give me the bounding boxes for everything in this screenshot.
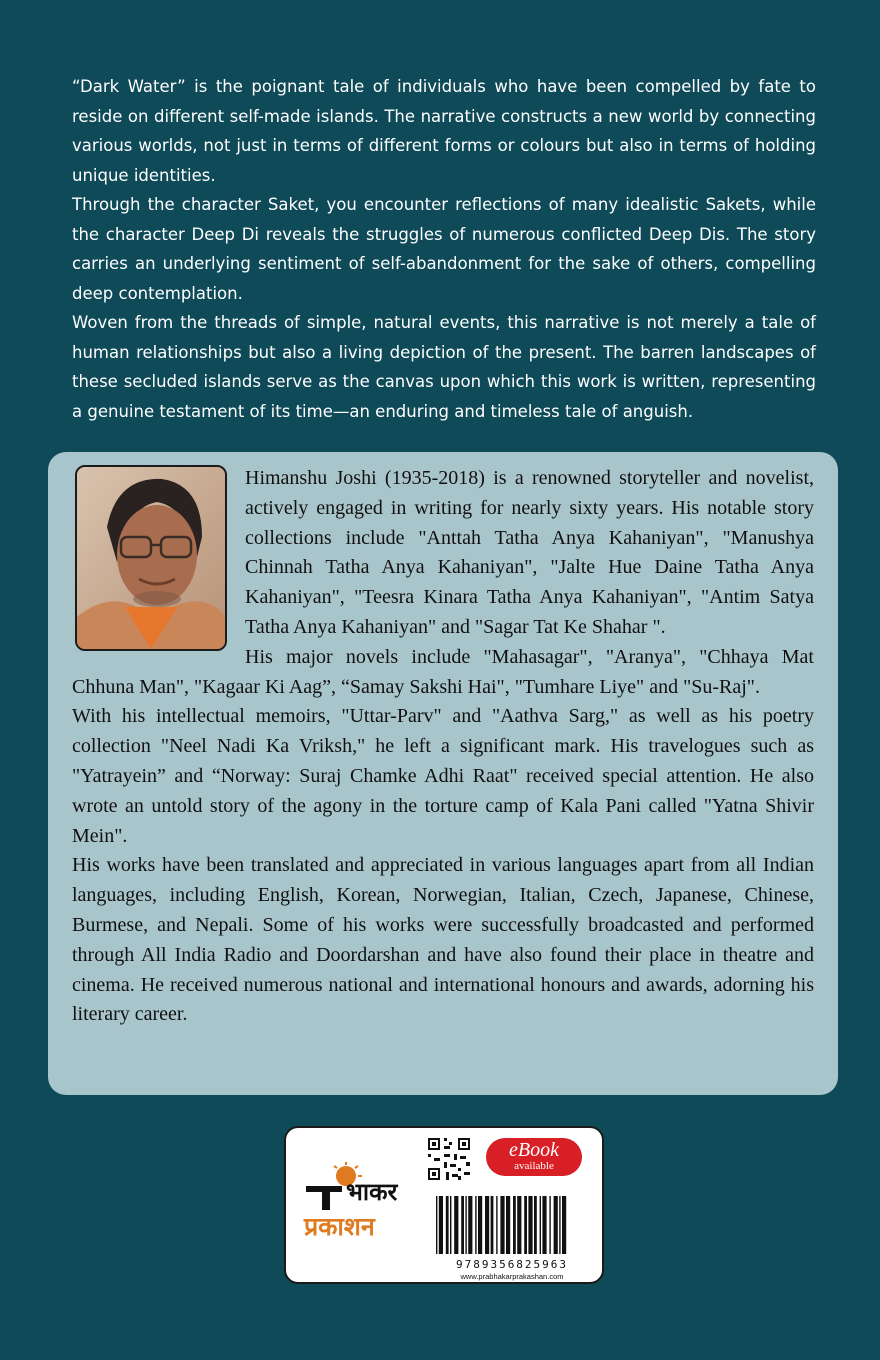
isbn-number: 9789356825963 — [455, 1258, 569, 1271]
barcode-bar — [542, 1196, 546, 1254]
barcode-bar — [562, 1196, 566, 1254]
barcode-bar — [439, 1196, 443, 1254]
barcode-bar — [475, 1196, 476, 1254]
barcode-bar — [454, 1196, 458, 1254]
ebook-subtitle: available — [514, 1160, 554, 1172]
barcode-bar — [500, 1196, 504, 1254]
author-bio-paragraph: His works have been translated and appreciated in various languages apart from all Indian languages, including English, Korean, Norwegian, Italian, Czech, Japanese, Chinese, Burmese, and Nepali. Some of his works were successfully broadcasted and performed through All India Radio and Doordarshan and have also found their place in theatre and cinema. He received numerous national and international honours and awards, adorning his literary career. — [72, 854, 814, 1026]
isbn-barcode — [432, 1196, 592, 1280]
barcode-bar — [549, 1196, 550, 1254]
ebook-badge — [486, 1138, 582, 1176]
barcode-bar — [446, 1196, 449, 1254]
publisher-panel — [284, 1126, 604, 1284]
author-bio-paragraph: His major novels include "Mahasagar", "Aranya", "Chhaya Mat Chhuna Man", "Kagaar Ki Aag”, “Samay Sakshi Hai", "Tumhare Liye" and "Su-Raj". — [72, 645, 814, 698]
author-bio-panel — [48, 452, 838, 1095]
barcode-bar — [485, 1196, 489, 1254]
barcode-bar — [534, 1196, 537, 1254]
barcode-bar — [506, 1196, 510, 1254]
barcode-bars — [432, 1196, 592, 1256]
barcode-bar — [540, 1196, 541, 1254]
back-cover-blurb — [72, 72, 816, 426]
author-bio-paragraph: With his intellectual memoirs, "Uttar-Parv" and "Aathva Sarg," as well as his poetry collection "Neel Nadi Ka Vriksh," he left a significant mark. His travelogues such as "Yatrayein” and “Norway: Suraj Chamke Adhi Raat" received special attention. He also wrote an untold story of the agony in the torture camp of Kala Pani called "Yatna Shivir Mein". — [72, 705, 814, 847]
author-photo — [75, 465, 227, 651]
barcode-bar — [465, 1196, 466, 1254]
barcode-bar — [478, 1196, 482, 1254]
barcode-bar — [517, 1196, 521, 1254]
barcode-bar — [554, 1196, 558, 1254]
barcode-bar — [496, 1196, 497, 1254]
publisher-logo — [302, 1162, 414, 1262]
barcode-bar — [450, 1196, 451, 1254]
logo-text-line2: प्रकाशन — [304, 1212, 375, 1241]
ebook-title: eBook — [509, 1139, 559, 1161]
barcode-bar — [528, 1196, 532, 1254]
barcode-bar — [491, 1196, 494, 1254]
barcode-bar — [468, 1196, 472, 1254]
barcode-bar — [524, 1196, 527, 1254]
author-bio-paragraph: Himanshu Joshi (1935-2018) is a renowned storyteller and novelist, actively engaged in writing for nearly sixty years. His notable story collections include "Anttah Tatha Anya Kahaniyan", "Manushya Chinnah Tatha Anya Kahaniyan", "Jalte Hue Daine Tatha Anya Kahaniyan", "Teesra Kinara Tatha Anya Kahaniyan", "Antim Satya Tatha Anya Kahaniyan" and "Sagar Tat Ke Shahar ". — [245, 467, 814, 638]
barcode-bar — [436, 1196, 437, 1254]
barcode-bar — [559, 1196, 560, 1254]
barcode-bar — [461, 1196, 464, 1254]
blurb-paragraph: Through the character Saket, you encounter reflections of many idealistic Sakets, while the character Deep Di reveals the struggles of numerous conflicted Deep Dis. The story carries an underlying sentiment of self-abandonment for the sake of others, compelling deep contemplation. — [72, 195, 816, 303]
logo-text-line1: भाकर — [346, 1178, 398, 1206]
blurb-paragraph: “Dark Water” is the poignant tale of individuals who have been compelled by fate to reside on different self-made islands. The narrative constructs a new world by connecting various worlds, not just in terms of different forms or colours but also in terms of holding unique identities. — [72, 77, 816, 185]
qr-code — [426, 1136, 472, 1182]
barcode-bar — [513, 1196, 516, 1254]
blurb-paragraph: Woven from the threads of simple, natural events, this narrative is not merely a tale of human relationships but also a living depiction of the present. The barren landscapes of these secluded islands serve as the canvas upon which this work is written, representing a genuine testament of its time—an enduring and timeless tale of anguish. — [72, 313, 816, 421]
publisher-website: www.prabhakarprakashan.com — [460, 1272, 564, 1281]
